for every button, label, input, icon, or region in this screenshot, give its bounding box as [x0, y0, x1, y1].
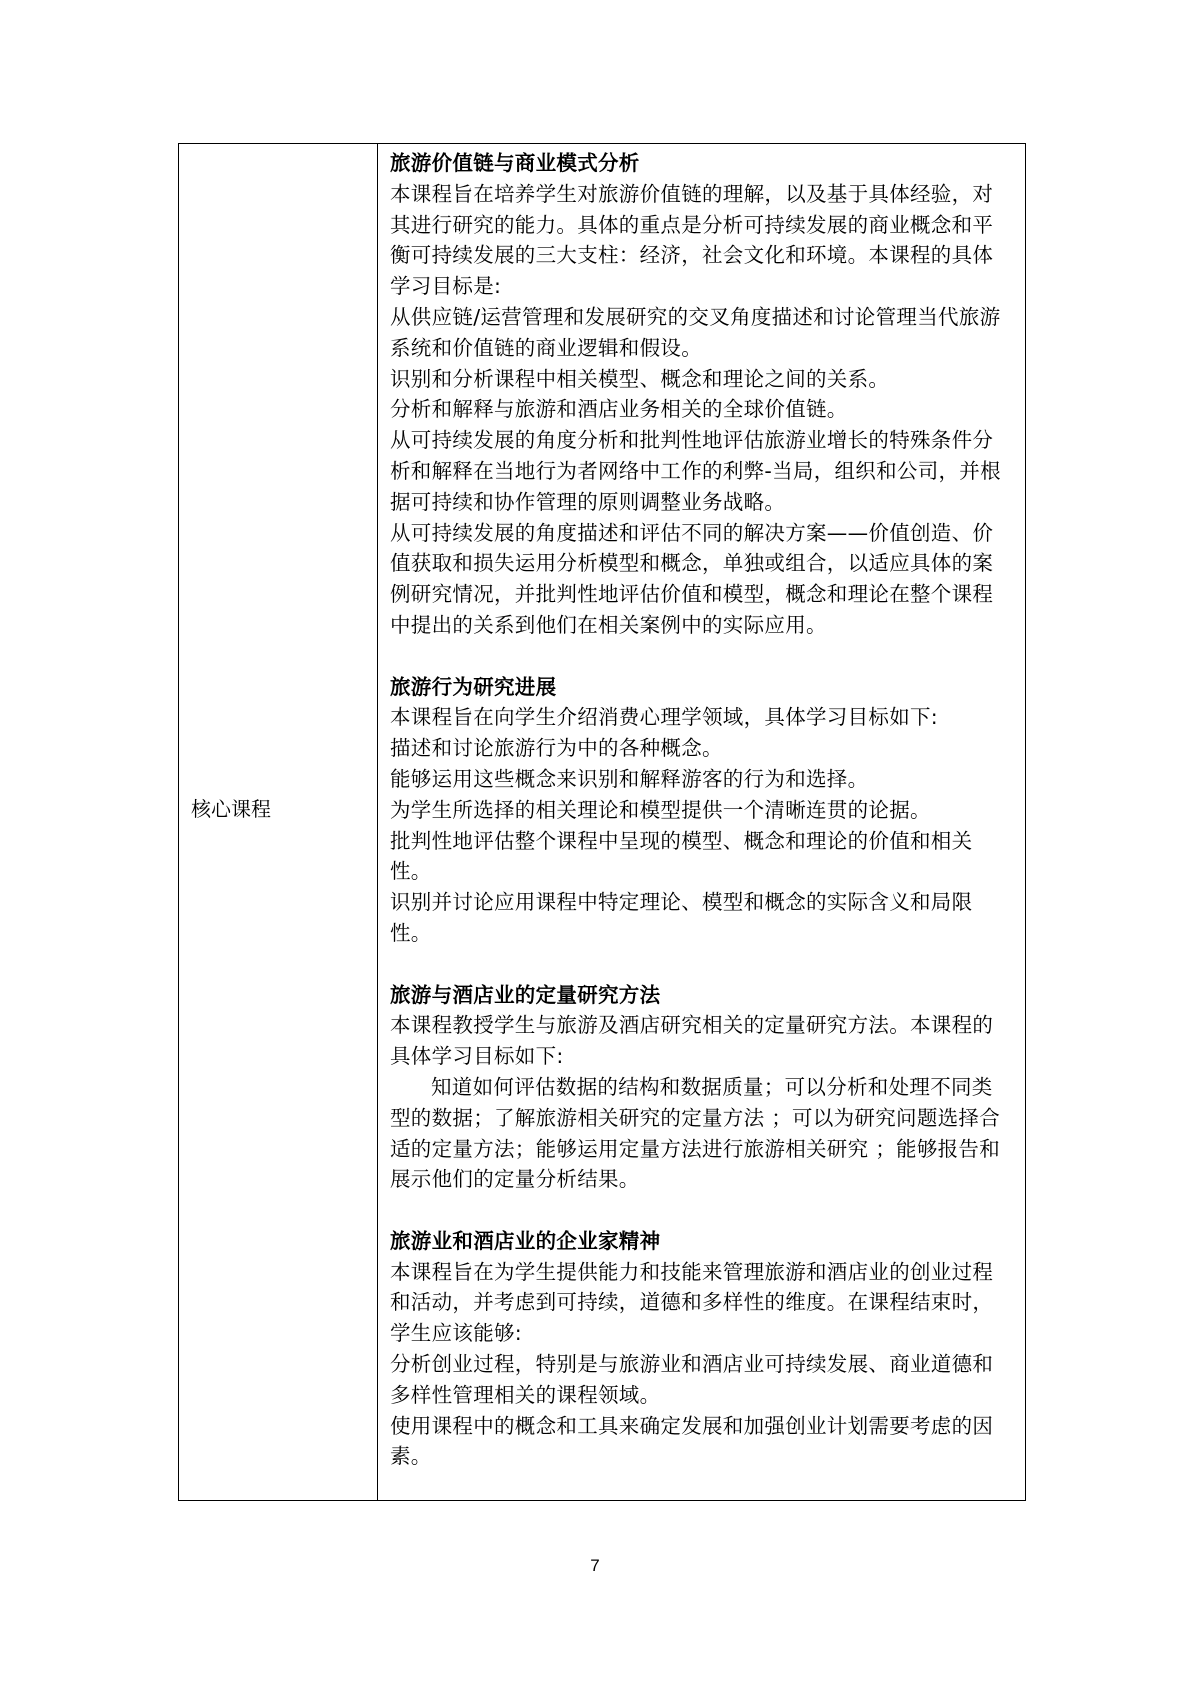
course-paragraph: 能够运用这些概念来识别和解释游客的行为和选择。: [390, 766, 869, 791]
course-paragraph: 为学生所选择的相关理论和模型提供一个清晰连贯的论据。: [390, 797, 931, 822]
course-paragraph: 描述和讨论旅游行为中的各种概念。: [390, 736, 723, 761]
course-paragraph: 知道如何评估数据的结构和数据质量；可以分析和处理不同类型的数据；了解旅游相关研究的定量方法 ；可以为研究问题选择合适的定量方法；能够运用定量方法进行旅游相关研究 ；能够报告和展示他们的定量分析结果。: [390, 1074, 1001, 1192]
course-title: 旅游业和酒店业的企业家精神: [390, 1228, 661, 1253]
course-table: [178, 143, 1026, 1501]
course-paragraph: 批判性地评估整个课程中呈现的模型、概念和理论的价值和相关性。: [390, 828, 973, 884]
course-paragraph: 本课程教授学生与旅游及酒店研究相关的定量研究方法。本课程的具体学习目标如下:: [390, 1013, 994, 1069]
course-paragraph: 从可持续发展的角度分析和批判性地评估旅游业增长的特殊条件分析和解释在当地行为者网络中工作的利弊-当局，组织和公司，并根据可持续和协作管理的原则调整业务战略。: [390, 428, 1001, 514]
course-paragraph: 识别和分析课程中相关模型、概念和理论之间的关系。: [390, 366, 890, 391]
table-content-cell: [378, 144, 1025, 1500]
course-paragraph: 分析和解释与旅游和酒店业务相关的全球价值链。: [390, 397, 848, 422]
table-label-cell: [179, 144, 378, 1500]
page-number: 7: [590, 1556, 600, 1575]
course-block: [390, 1226, 1013, 1472]
course-block: [390, 672, 1013, 949]
core-courses-label: 核心课程: [191, 796, 271, 821]
course-title: 旅游与酒店业的定量研究方法: [390, 982, 661, 1007]
course-title: 旅游价值链与商业模式分析: [390, 151, 640, 175]
course-paragraph: 本课程旨在向学生介绍消费心理学领域，具体学习目标如下:: [390, 705, 939, 730]
course-paragraph: 本课程旨在为学生提供能力和技能来管理旅游和酒店业的创业过程和活动，并考虑到可持续，道德和多样性的维度。在课程结束时，学生应该能够:: [390, 1259, 994, 1346]
course-paragraph: 识别并讨论应用课程中特定理论、模型和概念的实际含义和局限性。: [390, 890, 973, 945]
course-paragraph: 从可持续发展的角度描述和评估不同的解决方案——价值创造、价值获取和损失运用分析模型和概念，单独或组合，以适应具体的案例研究情况，并批判性地评估价值和模型，概念和理论在整个课程中提出的关系到他们在相关案例中的实际应用。: [390, 520, 994, 637]
course-block: [390, 980, 1013, 1196]
course-paragraph: 本课程旨在培养学生对旅游价值链的理解，以及基于具体经验，对其进行研究的能力。具体的重点是分析可持续发展的商业概念和平衡可持续发展的三大支柱：经济，社会文化和环境。本课程的具体学习目标是:: [390, 181, 994, 299]
course-block: [390, 148, 1013, 641]
course-paragraph: 使用课程中的概念和工具来确定发展和加强创业计划需要考虑的因素。: [390, 1413, 994, 1469]
course-title: 旅游行为研究进展: [390, 674, 557, 699]
course-paragraph: 分析创业过程，特别是与旅游业和酒店业可持续发展、商业道德和多样性管理相关的课程领域。: [390, 1352, 994, 1407]
course-paragraph: 从供应链/运营管理和发展研究的交叉角度描述和讨论管理当代旅游系统和价值链的商业逻辑和假设。: [390, 304, 1001, 360]
